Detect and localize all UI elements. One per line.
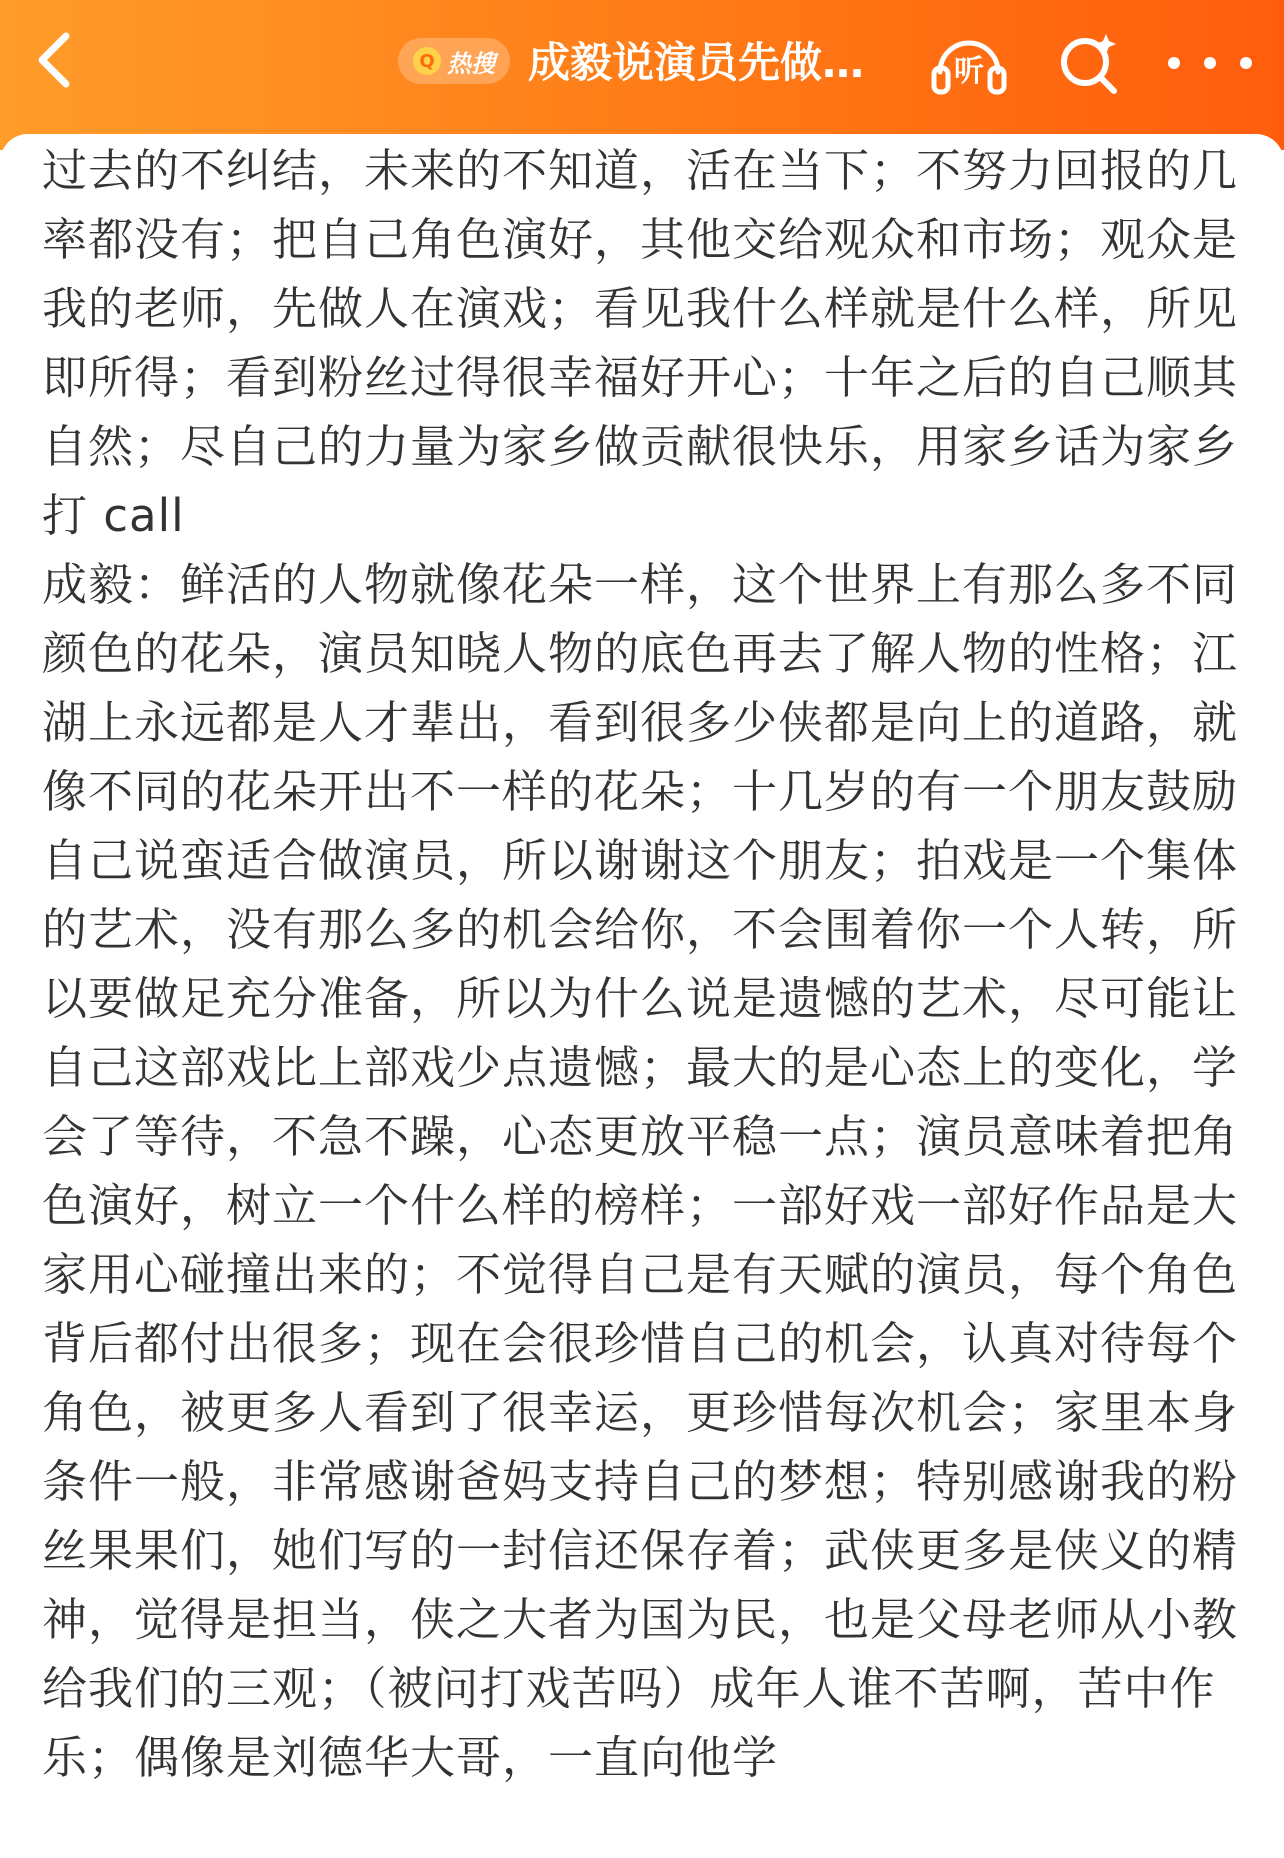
search-sparkle-icon (1052, 26, 1126, 100)
hot-search-badge[interactable] (398, 38, 510, 84)
more-button[interactable] (1168, 30, 1252, 96)
search-button[interactable] (1052, 26, 1126, 100)
more-dots-icon (1240, 57, 1252, 69)
listen-button[interactable] (928, 26, 1010, 100)
search-q-icon: Q (413, 47, 441, 75)
page-title: 成毅说演员先做… (528, 38, 865, 87)
listen-label: 听 (954, 54, 984, 89)
more-dots-icon (1204, 57, 1216, 69)
article-content (0, 134, 1284, 1858)
back-button[interactable] (28, 24, 84, 96)
more-dots-icon (1168, 57, 1180, 69)
article-paragraph: 成毅：鲜活的人物就像花朵一样，这个世界上有那么多不同颜色的花朵，演员知晓人物的底色再去了解人物的性格；江湖上永远都是人才辈出，看到很多少侠都是向上的道路，就像不同的花朵开出不一样的花朵；十几岁的有一个朋友鼓励自己说蛮适合做演员，所以谢谢这个朋友；拍戏是一个集体的艺术，没有那么多的机会给你，不会围着你一个人转，所以要做足充分准备，所以为什么说是遗憾的艺术，尽可能让自己这部戏比上部戏少点遗憾；最大的是心态上的变化，学会了等待，不急不躁，心态更放平稳一点；演员意味着把角色演好，树立一个什么样的榜样；一部好戏一部好作品是大家用心碰撞出来的；不觉得自己是有天赋的演员，每个角色背后都付出很多；现在会很珍惜自己的机会，认真对待每个角色，被更多人看到了很幸运，更珍惜每次机会；家里本身条件一般，非常感谢爸妈支持自己的梦想；特别感谢我的粉丝果果们，她们写的一封信还保存着；武侠更多是侠义的精神，觉得是担当，侠之大者为国为民，也是父母老师从小教给我们的三观；（被问打戏苦吗）成年人谁不苦啊，苦中作乐；偶像是刘德华大哥，一直向他学 (42, 558, 1239, 1784)
top-bar (0, 0, 1284, 150)
hot-search-label: 热搜 (447, 49, 495, 78)
article-text (42, 136, 1242, 1792)
back-arrow-icon (28, 24, 84, 96)
article-paragraph: 过去的不纠结，未来的不知道，活在当下；不努力回报的几率都没有；把自己角色演好，其他交给观众和市场；观众是我的老师，先做人在演戏；看见我什么样就是什么样，所见即所得；看到粉丝过得很幸福好开心；十年之后的自己顺其自然；尽自己的力量为家乡做贡献很快乐，用家乡话为家乡打 call (42, 144, 1239, 542)
